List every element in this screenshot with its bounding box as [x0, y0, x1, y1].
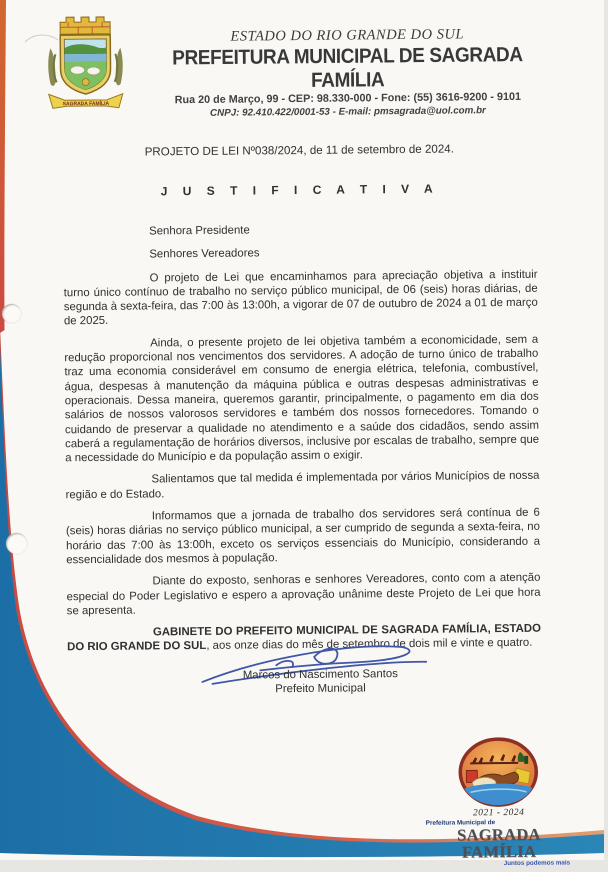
salutation-line: Senhores Vereadores: [149, 247, 260, 261]
signer-title: Prefeito Municipal: [275, 682, 366, 695]
body-paragraph: Informamos que a jornada de trabalho dos servidores será contínua de 6 (seis) horas diárias no serviço público municipal, a ser cumprido de segunda a sexta-feira, no horário das 7:00 às 13:00h, exceto os serviços essenciais do Município, considerando a essencialidade dos mesmos à população.: [65, 506, 541, 567]
salutation-line: Senhora Presidente: [149, 224, 250, 238]
body-paragraph: Ainda, o presente projeto de lei objetiva também a economicidade, sem a redução proporcional nos vencimentos dos servidores. A adoção de turno único de trabalho traz uma economia considerável em consumo de energia elétrica, telefonia, combustível, água, despesas à manutenção da máquina pública e outras despesas administrativas e operacionais. Dessa maneira, queremos garantir, principalmente, o pagamento em dia dos salários de nossos valorosos servidores e também dos nossos fornecedores. Tomando o cuidando de preservar a qualidade no atendimento e a saúde dos cidadãos, sendo assim caberá a regulamentação de horários diversos, inclusive por escalas de trabalho, sempre que a necessidade do Município e da população assim o exigir.: [64, 333, 540, 465]
address-line: Rua 20 de Março, 99 - CEP: 98.330-000 - Fone: (55) 3616-9200 - 9101: [174, 90, 521, 107]
municipal-seal-icon: [456, 736, 541, 811]
body-paragraph: Salientamos que tal medida é implementada por vários Municípios de nossa região e do Estado.: [65, 470, 540, 502]
footer-org-name: SAGRADA FAMÍLIA: [456, 824, 541, 862]
signature-block: [200, 667, 440, 695]
punch-hole: [2, 304, 21, 323]
section-heading: J U S T I F I C A T I V A: [160, 181, 439, 199]
closing-rest-text: , aos onze dias do mês de setembro de dois mil e vinte e quatro.: [206, 637, 533, 653]
letterhead-text: [138, 10, 557, 120]
cnpj-email-line: CNPJ: 92.410.422/0001-53 - E-mail: pmsagrada@uol.com.br: [209, 105, 486, 119]
coat-of-arms-icon: [38, 14, 135, 121]
footer-slogan: Juntos podemos mais: [503, 859, 571, 868]
body-paragraph: Diante do exposto, senhoras e senhores Vereadores, conto com a atenção especial do Poder Legislativo e espero a aprovação unânime deste Projeto de Lei que hora se apresenta.: [66, 571, 541, 618]
document-title: PROJETO DE LEI Nº038/2024, de 11 de setembro de 2024.: [144, 142, 455, 159]
mandate-years: 2021 - 2024: [472, 807, 525, 819]
closing-bold-text: GABINETE DO PREFEITO MUNICIPAL DE SAGRADA FAMÍLIA, ESTADO DO RIO GRANDE DO SUL: [67, 622, 541, 654]
letterhead: [38, 9, 601, 120]
state-name: ESTADO DO RIO GRANDE DO SUL: [230, 26, 465, 45]
body-paragraph: O projeto de Lei que encaminhamos para apreciação objetiva a instituir turno único contínuo de trabalho no serviço público municipal, de 06 (seis) horas diárias, de segunda à sexta-feira, das 7:00 às 13:00h, a vigorar de 07 de outubro de 2024 a 01 de março de 2025.: [63, 268, 538, 328]
crest-banner-label: SAGRADA FAMÍLIA: [62, 100, 110, 108]
municipality-name: PREFEITURA MUNICIPAL DE SAGRADA FAMÍLIA: [172, 43, 523, 93]
signer-name: Marcos do Nascimento Santos: [242, 667, 398, 682]
punch-hole: [6, 533, 27, 554]
letter-body: [63, 221, 541, 655]
municipal-footer-logo: [423, 735, 574, 867]
footer-org-small: Prefeitura Municipal de: [425, 819, 496, 827]
